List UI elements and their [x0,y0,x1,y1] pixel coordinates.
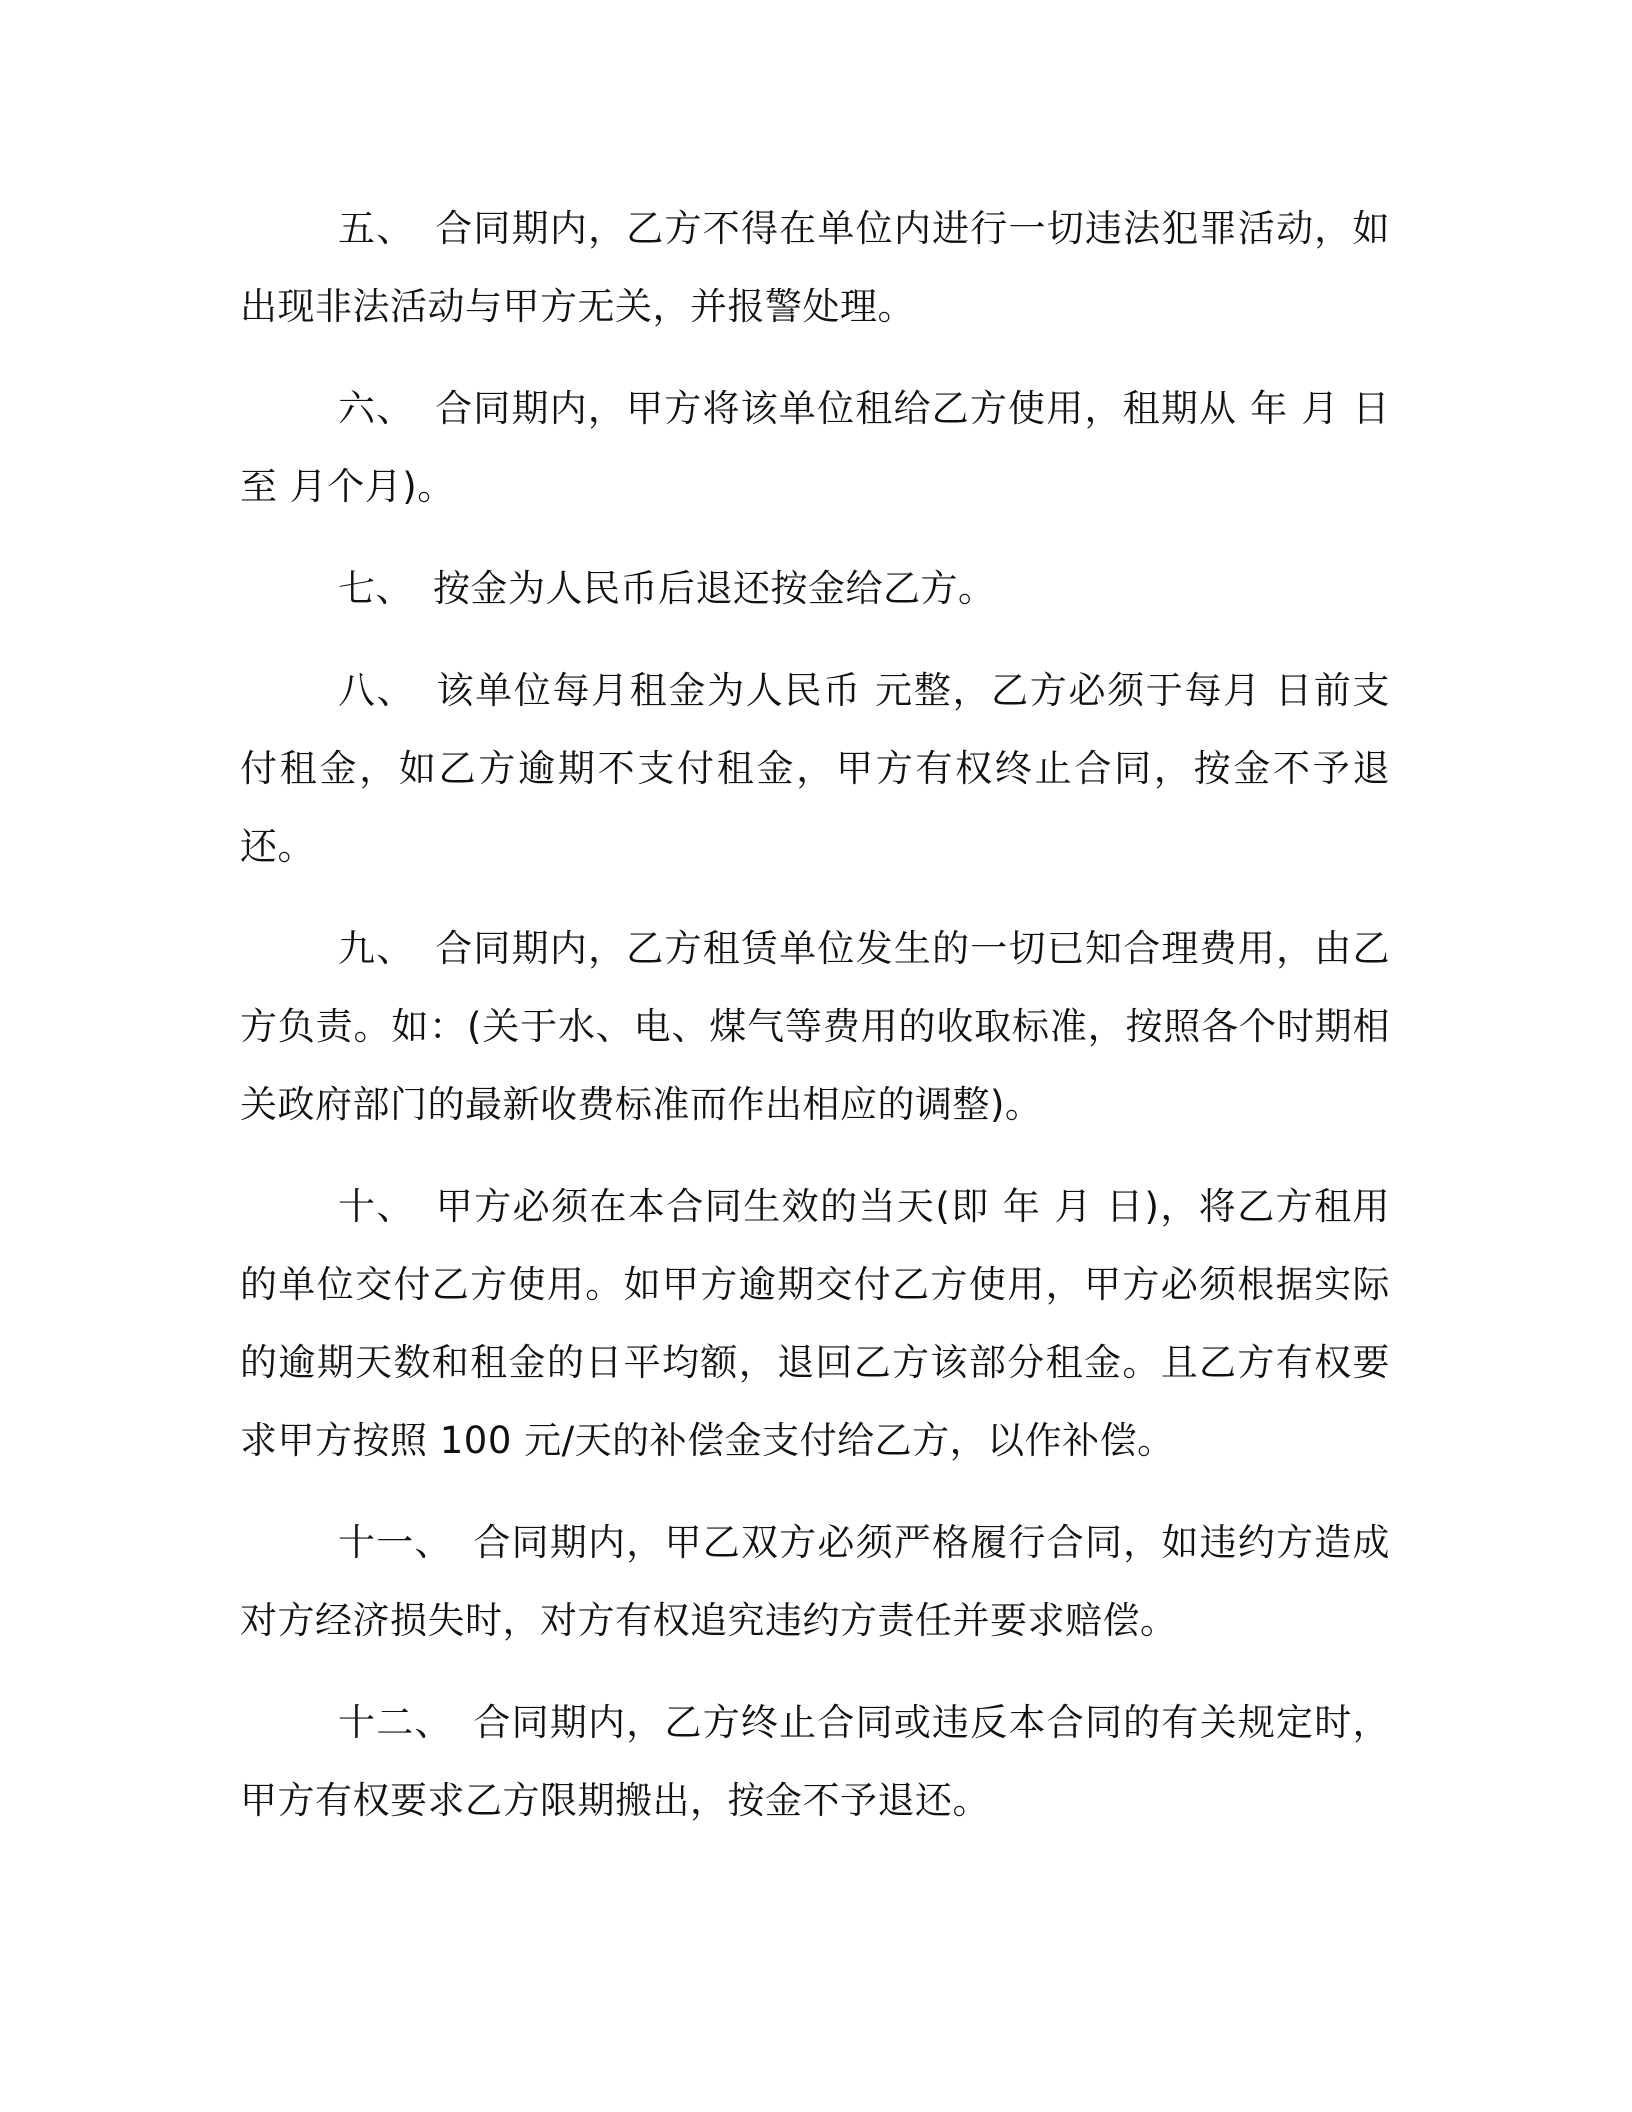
clause-text: 该单位每月租金为人民币 元整，乙方必须于每月 日前支付租金，如乙方逾期不支付租金，甲方有权终止合同，按金不予退还。 [240,669,1390,868]
clause-12 [240,1684,1390,1840]
clause-6 [240,370,1390,526]
clause-text: 合同期内，乙方租赁单位发生的一切已知合理费用，由乙方负责。如：(关于水、电、煤气等费用的收取标准，按照各个时期相关政府部门的最新收费标准而作出相应的调整)。 [240,927,1391,1126]
clause-text: 合同期内，甲乙双方必须严格履行合同，如违约方造成对方经济损失时，对方有权追究违约方责任并要求赔偿。 [240,1521,1391,1642]
clause-text: 按金为人民币后退还按金给乙方。 [433,567,996,610]
clause-number: 十二、 [338,1701,453,1744]
clause-text: 甲方必须在本合同生效的当天(即 年 月 日)，将乙方租用的单位交付乙方使用。如甲方逾期交付乙方使用，甲方必须根据实际的逾期天数和租金的日平均额，退回乙方该部分租金。且乙方有权要求甲方按照 100 元/天的补偿金支付给乙方，以作补偿。 [240,1185,1390,1462]
document-body [240,190,1390,1864]
clause-text: 合同期内，甲方将该单位租给乙方使用，租期从 年 月 日至 月个月)。 [240,387,1390,508]
clause-10 [240,1168,1390,1480]
clause-11 [240,1504,1390,1660]
clause-number: 八、 [338,669,416,712]
clause-9 [240,910,1390,1144]
clause-7 [240,550,1390,628]
clause-text: 合同期内，乙方终止合同或违反本合同的有关规定时，甲方有权要求乙方限期搬出，按金不予退还。 [240,1701,1391,1822]
clause-number: 五、 [338,207,415,250]
clause-number: 六、 [338,387,415,430]
clause-number: 七、 [338,567,413,610]
clause-8 [240,652,1390,886]
clause-text: 合同期内，乙方不得在单位内进行一切违法犯罪活动，如出现非法活动与甲方无关，并报警处理。 [240,207,1391,328]
clause-number: 十、 [338,1185,415,1228]
clause-number: 九、 [338,927,415,970]
clause-5 [240,190,1390,346]
clause-number: 十一、 [338,1521,453,1564]
